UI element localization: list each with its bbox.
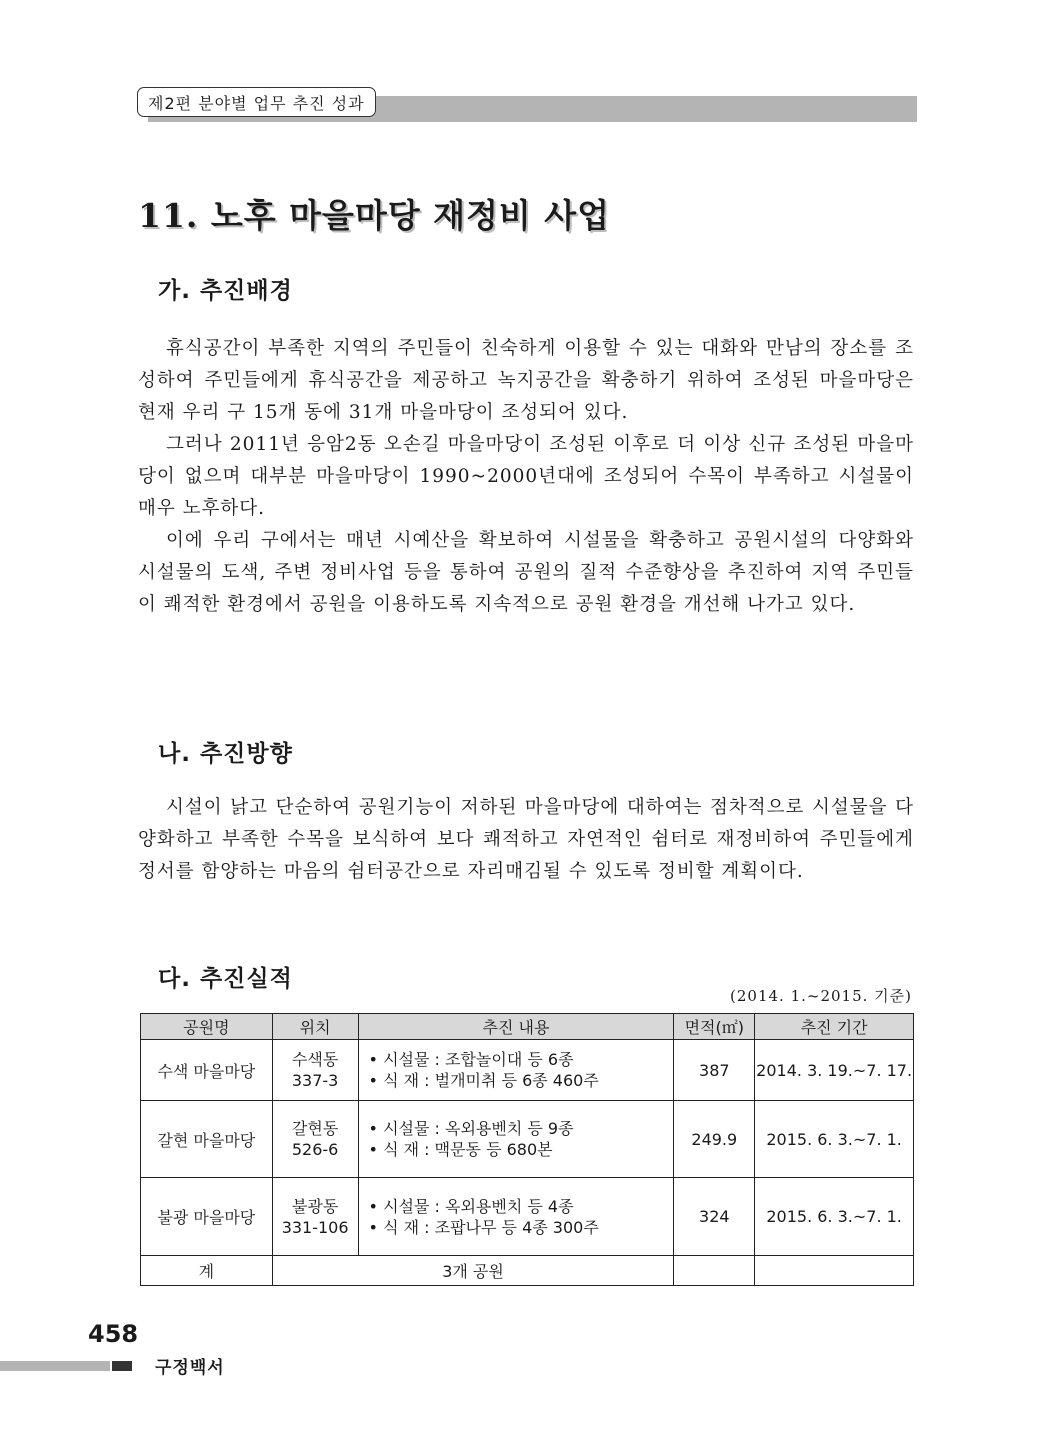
background-text <box>138 333 914 621</box>
work-period: 2014. 3. 19.~7. 17. <box>755 1040 914 1101</box>
column-header: 추진 기간 <box>755 1014 914 1040</box>
work-period: 2015. 6. 3.~7. 1. <box>755 1178 914 1256</box>
park-name: 갈현 마을마당 <box>141 1101 273 1178</box>
work-content: • 시설물 : 옥외용벤치 등 9종 • 식 재 : 맥문동 등 680본 <box>358 1101 674 1178</box>
work-period: 2015. 6. 3.~7. 1. <box>755 1101 914 1178</box>
paragraph: 시설이 낡고 단순하여 공원기능이 저하된 마을마당에 대하여는 점차적으로 시설물을 다양화하고 부족한 수목을 보식하여 보다 쾌적하고 자연적인 쉼터로 재정비하여 주민들에게 정서를 함양하는 마음의 쉼터공간으로 자리매김될 수 있도록 정비할 계획이다. <box>138 797 914 882</box>
park-area: 324 <box>674 1178 755 1256</box>
total-area <box>674 1256 755 1286</box>
column-header: 면적(㎡) <box>674 1014 755 1040</box>
park-area: 387 <box>674 1040 755 1101</box>
section-heading-background: 가. 추진배경 <box>158 278 293 304</box>
park-name: 수색 마을마당 <box>141 1040 273 1101</box>
paragraph: 휴식공간이 부족한 지역의 주민들이 친숙하게 이용할 수 있는 대화와 만남의 장소를 조성하여 주민들에게 휴식공간을 제공하고 녹지공간을 확충하기 위하여 조성된 마을마당은 현재 우리 구 15개 동에 31개 마을마당이 조성되어 있다. <box>138 338 914 423</box>
section-heading-results: 다. 추진실적 <box>158 966 293 992</box>
park-location: 갈현동 526-6 <box>272 1101 358 1178</box>
table-header-row <box>141 1014 914 1040</box>
total-label: 계 <box>141 1256 273 1286</box>
column-header: 위치 <box>272 1014 358 1040</box>
footer-square-icon <box>112 1361 132 1371</box>
table-row <box>141 1178 914 1256</box>
column-header: 공원명 <box>141 1014 273 1040</box>
table-row <box>141 1040 914 1101</box>
park-location: 수색동 337-3 <box>272 1040 358 1101</box>
section-heading-direction: 나. 추진방향 <box>158 741 293 767</box>
column-header: 추진 내용 <box>358 1014 674 1040</box>
direction-text <box>138 792 914 888</box>
park-name: 불광 마을마당 <box>141 1178 273 1256</box>
results-table <box>140 1013 914 1286</box>
footer-bar <box>0 1361 110 1371</box>
basis-note: (2014. 1.~2015. 기준) <box>730 987 912 1005</box>
paragraph: 이에 우리 구에서는 매년 시예산을 확보하여 시설물을 확충하고 공원시설의 다양화와 시설물의 도색, 주변 정비사업 등을 통하여 공원의 질적 수준향상을 추진하여 지역 주민들이 쾌적한 환경에서 공원을 이용하도록 지속적으로 공원 환경을 개선해 나가고 있다. <box>138 530 914 615</box>
park-location: 불광동 331-106 <box>272 1178 358 1256</box>
work-content: • 시설물 : 조합놀이대 등 6종 • 식 재 : 벌개미취 등 6종 460주 <box>358 1040 674 1101</box>
table-total-row <box>141 1256 914 1286</box>
paragraph: 그러나 2011년 응암2동 오손길 마을마당이 조성된 이후로 더 이상 신규 조성된 마을마당이 없으며 대부분 마을마당이 1990~2000년대에 조성되어 수목이 부족하고 시설물이 매우 노후하다. <box>138 434 914 519</box>
chapter-label: 제2편 분야별 업무 추진 성과 <box>137 87 376 117</box>
park-area: 249.9 <box>674 1101 755 1178</box>
table-row <box>141 1101 914 1178</box>
total-value: 3개 공원 <box>272 1256 674 1286</box>
total-period <box>755 1256 914 1286</box>
page-title: 11. 노후 마을마당 재정비 사업 <box>138 196 611 235</box>
page-number: 458 <box>88 1320 139 1348</box>
footer-label: 구정백서 <box>155 1358 225 1378</box>
work-content: • 시설물 : 옥외용벤치 등 4종 • 식 재 : 조팝나무 등 4종 300주 <box>358 1178 674 1256</box>
